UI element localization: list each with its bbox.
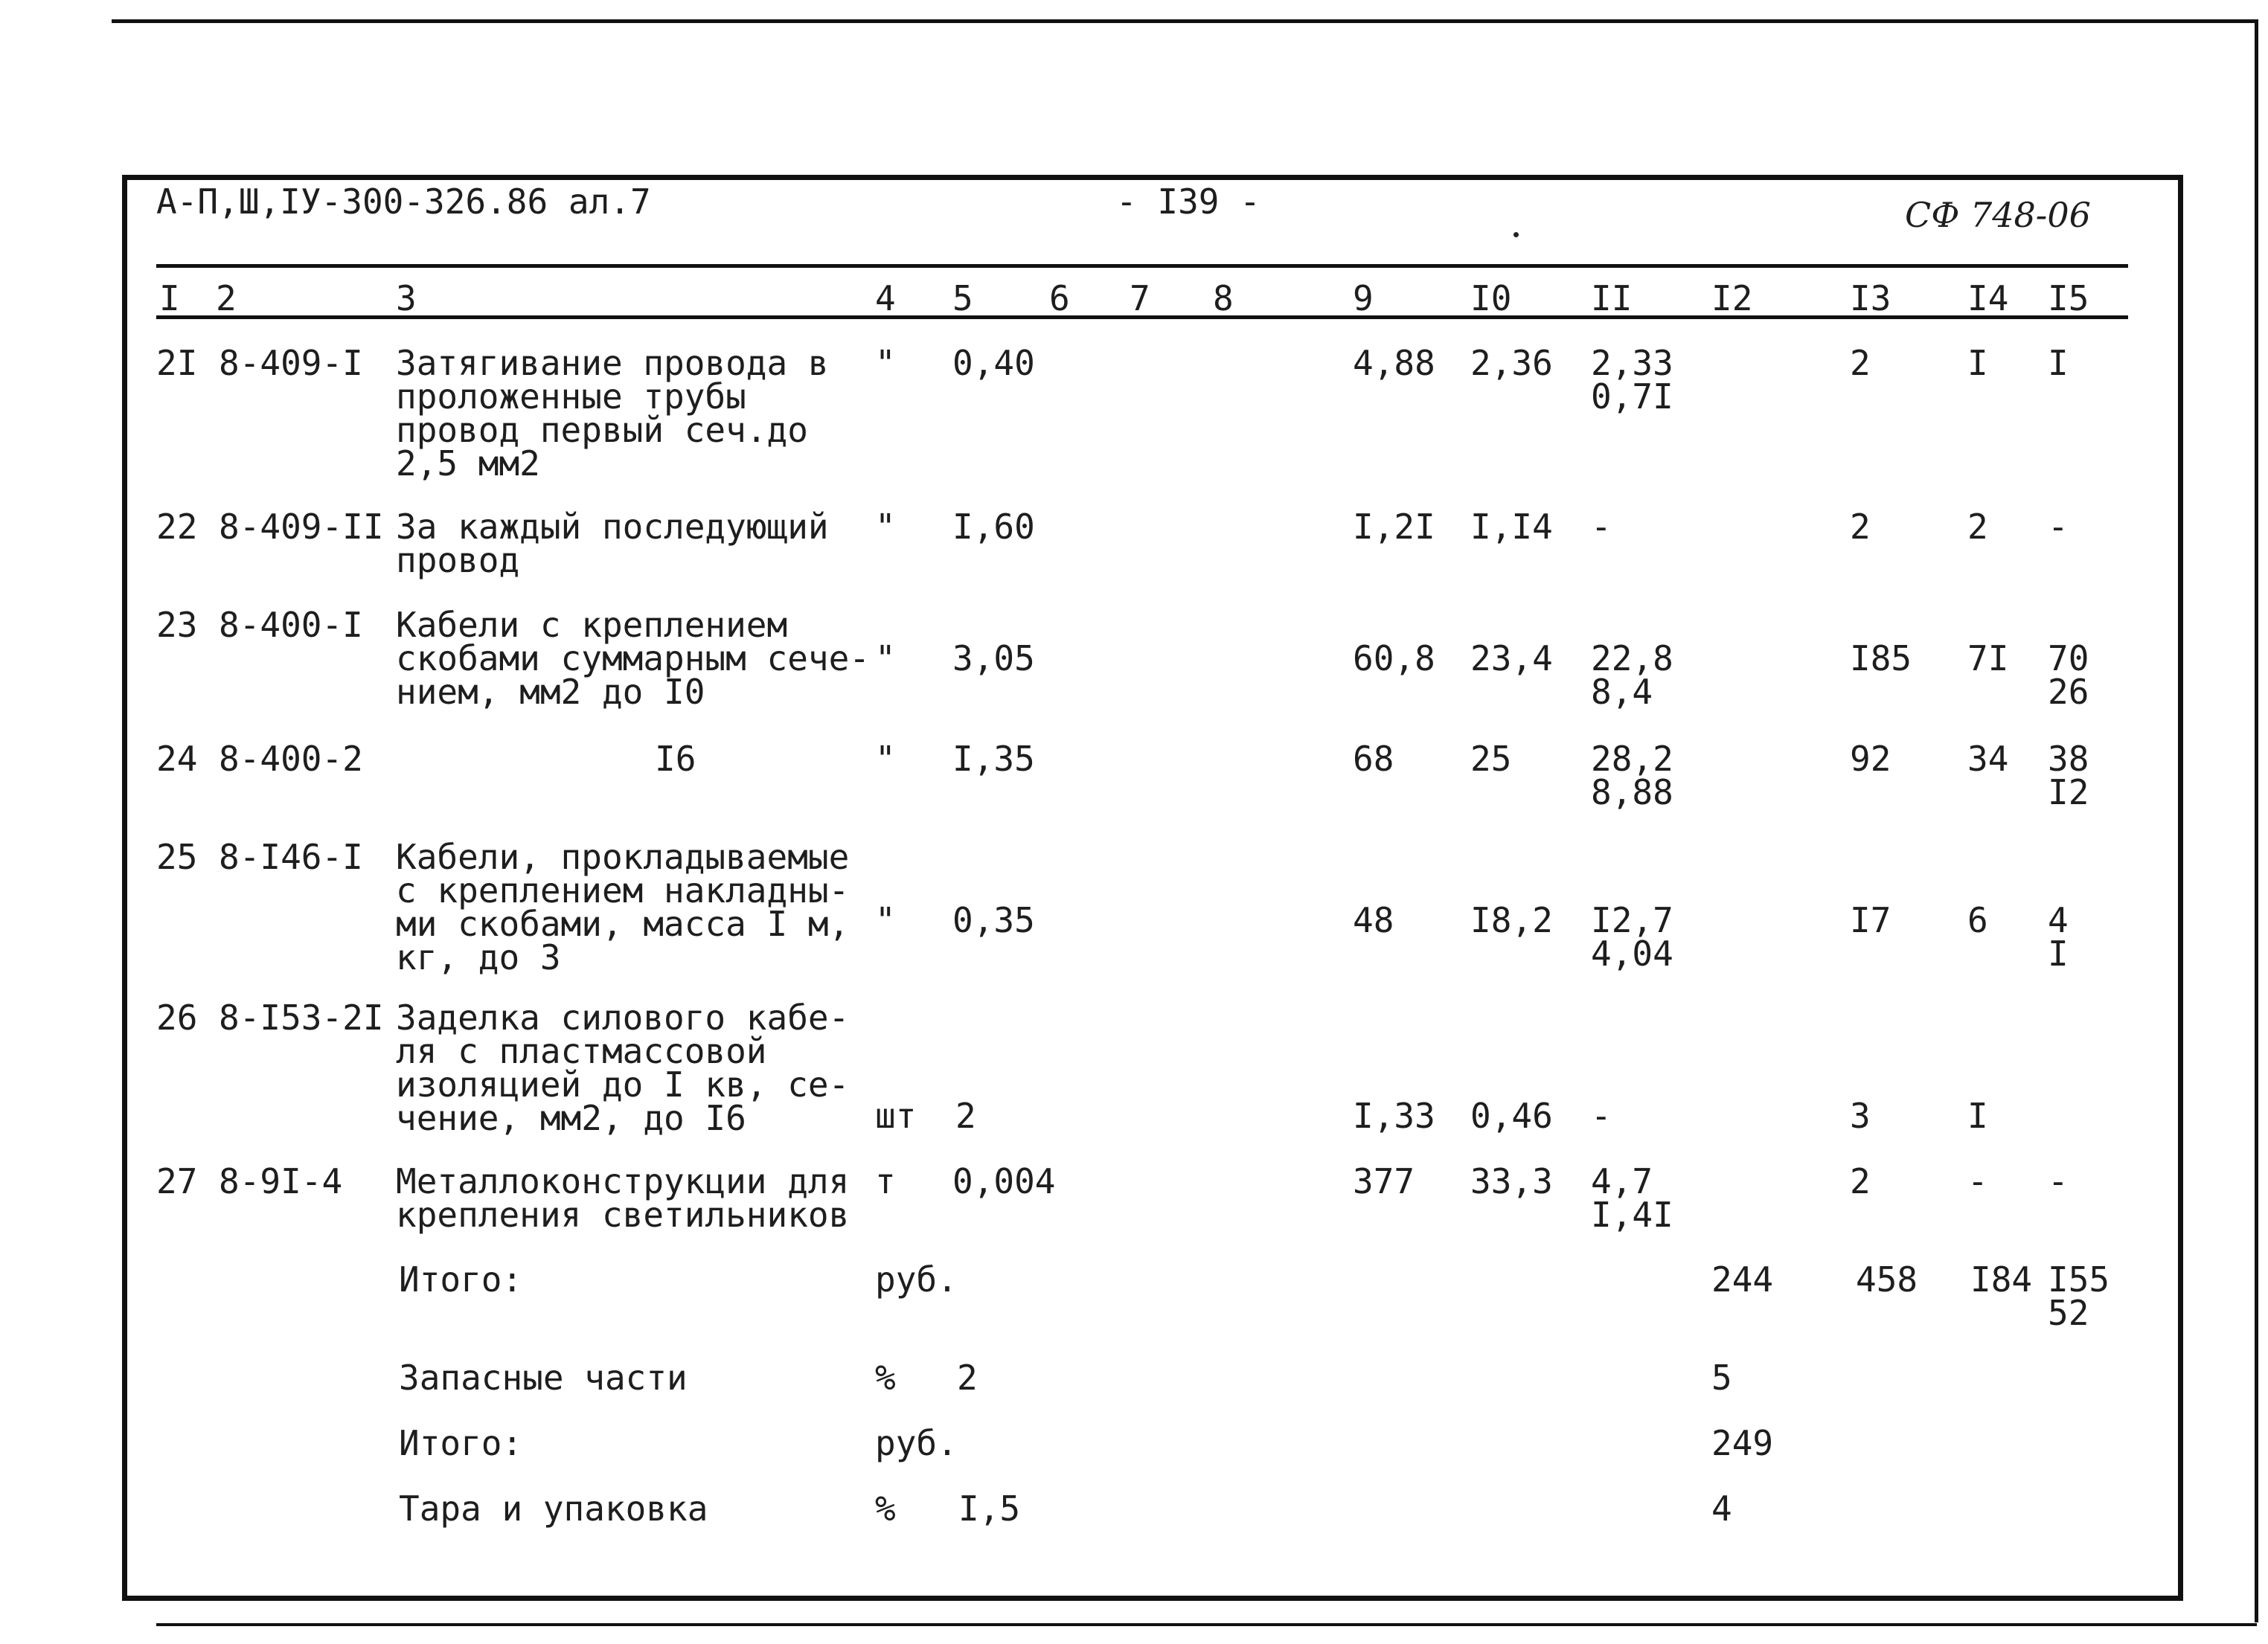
quantity: I,35 (952, 739, 1035, 779)
rate-code: 8-400-2 (219, 739, 363, 779)
col-15-value: 70 26 (2048, 638, 2089, 712)
col-10-value: I8,2 (1470, 900, 1553, 940)
col-10-value: 23,4 (1470, 638, 1553, 678)
column-number-2: 2 (216, 278, 237, 318)
work-description: Заделка силового кабе- ля с пластмассовой изоляцией до I кв, се- чение, мм2, до I6 (396, 998, 850, 1138)
col-15-value: - (2048, 1161, 2069, 1201)
rate-code: 8-409-II (219, 507, 384, 547)
column-number-7: 7 (1130, 278, 1150, 318)
col-9-value: 68 (1353, 739, 1394, 779)
col-9-value: 377 (1353, 1161, 1415, 1201)
column-number-10: I0 (1470, 278, 1512, 318)
rate-code: 8-400-I (219, 605, 363, 645)
col-14-value: I (1967, 1096, 1988, 1136)
quantity: I,60 (952, 507, 1035, 547)
col-14-value: 6 (1967, 900, 1988, 940)
summary-unit: руб. (875, 1259, 958, 1300)
col-12-value: 5 (1711, 1358, 1732, 1398)
col-12-value: 249 (1711, 1423, 1774, 1463)
col-11-value: - (1591, 1096, 1612, 1136)
ink-dot (1513, 232, 1519, 237)
col-12-value: 4 (1711, 1489, 1732, 1529)
col-9-value: 4,88 (1353, 343, 1435, 383)
summary-unit: % (875, 1358, 896, 1398)
column-number-13: I3 (1850, 278, 1891, 318)
col-11-value: 28,2 8,88 (1591, 739, 1673, 812)
column-number-4: 4 (875, 278, 896, 318)
quantity: 0,40 (952, 343, 1035, 383)
col-15-value: I55 52 (2048, 1259, 2110, 1333)
col-11-value: - (1591, 507, 1612, 547)
col-14-value: - (1967, 1161, 1988, 1201)
col-13-value: 2 (1850, 1161, 1871, 1201)
col-9-value: 48 (1353, 900, 1394, 940)
column-number-1: I (159, 278, 180, 318)
work-description: За каждый последующий провод (396, 507, 829, 580)
row-number: 25 (156, 837, 198, 877)
unit: " (875, 343, 896, 383)
work-description: Металлоконструкции для крепления светильников (396, 1161, 850, 1235)
row-number: 22 (156, 507, 198, 547)
summary-label: Запасные части (399, 1358, 688, 1398)
column-number-14: I4 (1967, 278, 2009, 318)
work-description: I6 (655, 739, 696, 779)
rate-code: 8-409-I (219, 343, 363, 383)
column-number-5: 5 (952, 278, 973, 318)
col-14-value: I84 (1970, 1259, 2033, 1300)
document-code: А-П,Ш,IУ-300-326.86 ал.7 (156, 182, 651, 222)
summary-quantity: I,5 (958, 1489, 1021, 1529)
column-number-15: I5 (2048, 278, 2089, 318)
work-description: Кабели, прокладываемые с креплением накладны- ми скобами, масса I м, кг, до 3 (396, 837, 850, 977)
quantity: 3,05 (952, 638, 1035, 678)
col-15-value: 38 I2 (2048, 739, 2089, 812)
sheet-edge-right (2255, 19, 2258, 1622)
row-number: 23 (156, 605, 198, 645)
col-9-value: I,2I (1353, 507, 1435, 547)
unit: т (875, 1161, 896, 1201)
col-11-value: 2,33 0,7I (1591, 343, 1673, 417)
sheet-edge-top (112, 19, 2255, 23)
handwritten-signature: СФ 748-06 (1905, 195, 2091, 235)
col-15-value: 4 I (2048, 900, 2069, 974)
unit: шт (875, 1096, 917, 1136)
col-13-value: 3 (1850, 1096, 1871, 1136)
col-13-value: 458 (1856, 1259, 1918, 1300)
col-12-value: 244 (1711, 1259, 1774, 1300)
col-11-value: 4,7 I,4I (1591, 1161, 1673, 1235)
col-10-value: I,I4 (1470, 507, 1553, 547)
summary-unit: % (875, 1489, 896, 1529)
work-description: Кабели с креплением скобами суммарным сече- нием, мм2 до I0 (396, 605, 870, 712)
summary-label: Итого: (399, 1423, 523, 1463)
row-number: 26 (156, 998, 198, 1038)
unit: " (875, 638, 896, 678)
rate-code: 8-I53-2I (219, 998, 384, 1038)
column-header-top-rule (156, 264, 2128, 268)
col-9-value: 60,8 (1353, 638, 1435, 678)
col-9-value: I,33 (1353, 1096, 1435, 1136)
col-10-value: 25 (1470, 739, 1512, 779)
work-description: Затягивание провода в проложенные трубы провод первый сеч.до 2,5 мм2 (396, 343, 829, 484)
col-14-value: 34 (1967, 739, 2009, 779)
summary-quantity: 2 (957, 1358, 978, 1398)
col-13-value: I7 (1850, 900, 1891, 940)
column-number-9: 9 (1353, 278, 1374, 318)
summary-unit: руб. (875, 1423, 958, 1463)
col-10-value: 2,36 (1470, 343, 1553, 383)
col-13-value: I85 (1850, 638, 1912, 678)
col-11-value: 22,8 8,4 (1591, 638, 1673, 712)
col-13-value: 92 (1850, 739, 1891, 779)
column-number-11: II (1591, 278, 1633, 318)
col-14-value: 7I (1967, 638, 2009, 678)
column-number-3: 3 (396, 278, 417, 318)
col-15-value: I (2048, 343, 2069, 383)
column-number-12: I2 (1711, 278, 1753, 318)
sheet-edge-bottom (156, 1623, 2257, 1626)
unit: " (875, 739, 896, 779)
col-11-value: I2,7 4,04 (1591, 900, 1673, 974)
summary-label: Тара и упаковка (399, 1489, 708, 1529)
column-number-8: 8 (1213, 278, 1234, 318)
row-number: 2I (156, 343, 198, 383)
quantity: 0,35 (952, 900, 1035, 940)
summary-label: Итого: (399, 1259, 523, 1300)
col-13-value: 2 (1850, 507, 1871, 547)
rate-code: 8-I46-I (219, 837, 363, 877)
row-number: 24 (156, 739, 198, 779)
row-number: 27 (156, 1161, 198, 1201)
col-13-value: 2 (1850, 343, 1871, 383)
quantity: 0,004 (952, 1161, 1056, 1201)
col-14-value: I (1967, 343, 1988, 383)
col-10-value: 33,3 (1470, 1161, 1553, 1201)
rate-code: 8-9I-4 (219, 1161, 343, 1201)
quantity: 2 (955, 1096, 976, 1136)
unit: " (875, 900, 896, 940)
col-14-value: 2 (1967, 507, 1988, 547)
page-number: - I39 - (1116, 182, 1260, 222)
unit: " (875, 507, 896, 547)
col-15-value: - (2048, 507, 2069, 547)
col-10-value: 0,46 (1470, 1096, 1553, 1136)
column-number-6: 6 (1049, 278, 1070, 318)
